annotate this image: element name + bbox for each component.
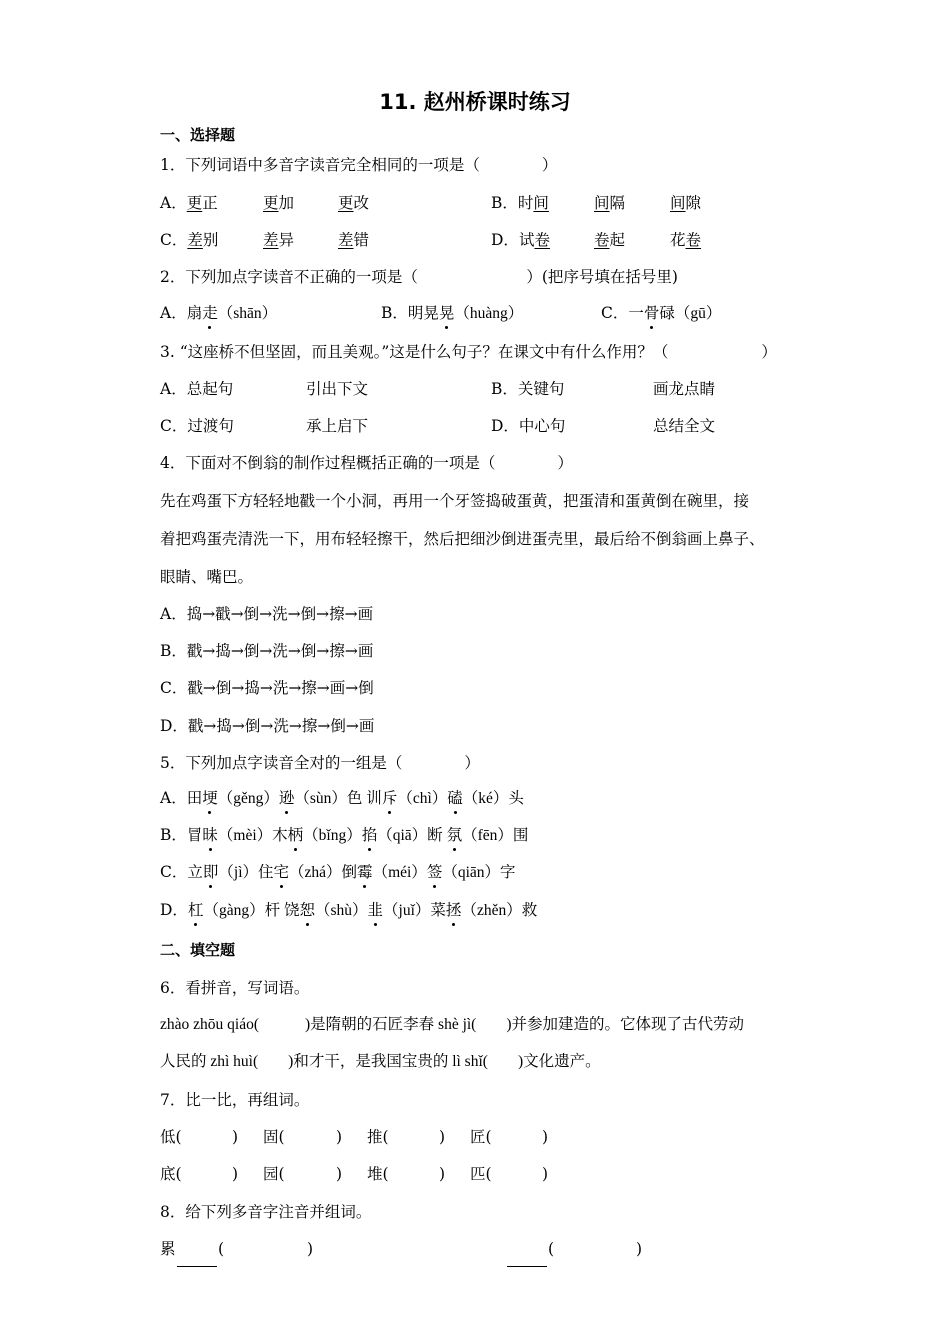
q1-option-d-word3: 花卷 (670, 231, 702, 249)
dotted-character: 逊 (278, 789, 295, 807)
dotted-character: 杠 (187, 901, 204, 919)
q7-r1-c3: 推( (367, 1128, 389, 1146)
q7-r1-c2-close: ) (336, 1128, 343, 1146)
q1-option-d: D．试卷 (491, 231, 550, 249)
dotted-character: 氛 (446, 826, 463, 844)
q6-stem: 6．看拼音，写词语。 (160, 979, 310, 997)
q7-r1-c1-close: ) (232, 1128, 239, 1146)
q3-option-b-role: 画龙点睛 (653, 380, 716, 398)
q3-option-b: B．关键句 (491, 380, 565, 398)
q7-r2-c2-close: ) (336, 1165, 343, 1183)
option-text: （mèi）木 (217, 827, 288, 844)
option-text: （chì） (397, 790, 448, 807)
option-text: （qiān）字 (442, 864, 516, 881)
q1-option-c: C．差别 (160, 231, 219, 249)
q3-option-c-role: 承上启下 (306, 417, 369, 435)
q1-option-b: B．时间 (491, 194, 549, 212)
q2-option-b: B．明晃晃（huàng） (381, 304, 524, 322)
q7-r2-c1: 底( (160, 1165, 182, 1183)
option-text: C．立 (160, 863, 203, 881)
q8-pinyin-blank-2[interactable] (507, 1252, 547, 1267)
q7-r2-c3: 堆( (367, 1165, 389, 1183)
q6-line2: 人民的 zhì huì( )和才干，是我国宝贵的 lì shǐ( )文化遗产。 (160, 1053, 601, 1070)
q2-option-c: C．一骨碌（gū） (601, 304, 722, 322)
dotted-character: 掐 (361, 826, 378, 844)
q1-option-a-word2: 更加 (263, 194, 295, 212)
q1-option-b-word3: 间隙 (670, 194, 702, 212)
q3-stem: 3. “这座桥不但坚固，而且美观。”这是什么句子？在课文中有什么作用？（ ） (160, 343, 777, 361)
q4-option-a: A．捣→戳→倒→洗→倒→擦→画 (160, 605, 374, 623)
dotted-character: 恕 (299, 901, 315, 919)
q7-r1-c2: 固( (263, 1128, 285, 1146)
option-text: （qiā）断 (377, 827, 447, 844)
q4-passage-line2: 着把鸡蛋壳清洗一下，用布轻轻擦干，然后把细沙倒进蛋壳里，最后给不倒翁画上鼻子、 (160, 530, 765, 548)
q8-close-2: ) (636, 1240, 643, 1258)
q4-passage-line1: 先在鸡蛋下方轻轻地戳一个小洞，再用一个牙签捣破蛋黄，把蛋清和蛋黄倒在碗里，接 (160, 492, 750, 510)
q5-option-d (160, 899, 537, 922)
option-text: （fēn）围 (462, 827, 529, 844)
q8-pinyin-blank-1[interactable] (177, 1252, 217, 1267)
q8-close-1: ) (307, 1240, 314, 1258)
q2-stem: 2．下列加点字读音不正确的一项是（ ）(把序号填在括号里) (160, 268, 678, 286)
q5-option-b (160, 824, 528, 847)
q7-stem: 7．比一比，再组词。 (160, 1091, 310, 1109)
dotted-character: 霉 (357, 863, 373, 881)
q3-option-d: D．中心句 (491, 417, 566, 435)
q7-r1-c3-close: ) (439, 1128, 446, 1146)
dotted-character: 宅 (273, 863, 290, 881)
q1-option-d-word2: 卷起 (594, 231, 626, 249)
q8-stem: 8．给下列多音字注音并组词。 (160, 1203, 372, 1221)
q8-char: 累 (160, 1240, 176, 1258)
option-text: （jì）住 (218, 864, 274, 881)
dotted-character: 即 (202, 863, 219, 881)
q1-option-a-word3: 更改 (338, 194, 370, 212)
dotted-character: 柄 (287, 826, 304, 844)
option-text: （juǐ）菜 (383, 902, 446, 919)
q7-r1-c4: 匠( (470, 1128, 492, 1146)
q3-option-a: A．总起句 (160, 380, 234, 398)
q7-r2-c4-close: ) (542, 1165, 549, 1183)
q3-option-a-role: 引出下文 (306, 380, 369, 398)
q1-option-b-word2: 间隔 (594, 194, 626, 212)
q4-option-c: C．戳→倒→捣→洗→擦→画→倒 (160, 679, 374, 697)
q7-r2-c2: 园( (263, 1165, 285, 1183)
option-text: （zhá）倒 (289, 864, 358, 881)
q4-option-d: D．戳→捣→倒→洗→擦→倒→画 (160, 717, 375, 735)
q6-line1: zhào zhōu qiáo( )是隋朝的石匠李春 shè jì( )并参加建造的。它体现了古代劳动 (160, 1016, 745, 1033)
q4-passage-line3: 眼睛、嘴巴。 (160, 568, 254, 586)
option-text: （sùn）色 训 (294, 790, 382, 807)
q1-option-c-word3: 差错 (338, 231, 370, 249)
dotted-character: 磕 (447, 789, 463, 807)
option-text: （gàng）杆 饶 (203, 902, 300, 919)
q7-r1-c1: 低( (160, 1128, 182, 1146)
q7-r2-c4: 匹( (470, 1165, 492, 1183)
option-text: （shù） (314, 902, 368, 919)
option-text: （bǐng） (303, 827, 362, 844)
q5-option-a (160, 787, 524, 810)
section-fill-heading: 二、填空题 (160, 941, 236, 959)
q4-option-b: B．戳→捣→倒→洗→倒→擦→画 (160, 642, 374, 660)
q7-r1-c4-close: ) (542, 1128, 549, 1146)
q5-stem: 5．下列加点字读音全对的一组是（ ） (160, 754, 480, 772)
option-text: （méi） (372, 864, 427, 881)
q8-open-1: ( (218, 1240, 225, 1258)
q1-option-c-word2: 差异 (263, 231, 295, 249)
dotted-character: 昧 (202, 826, 218, 844)
option-text: B．冒 (160, 826, 203, 844)
q8-open-2: ( (548, 1240, 555, 1258)
q1-stem: 1．下列词语中多音字读音完全相同的一项是（ ） (160, 156, 558, 174)
dotted-character: 签 (426, 863, 443, 881)
dotted-character: 韭 (367, 901, 384, 919)
option-text: （ké）头 (462, 790, 524, 807)
option-text: A．田 (160, 789, 203, 807)
q1-option-a: A．更正 (160, 194, 218, 212)
q7-r2-c3-close: ) (439, 1165, 446, 1183)
q2-option-a: A．扇走（shān） (160, 304, 278, 322)
q5-option-c (160, 861, 516, 884)
option-text: （gěng） (217, 790, 279, 807)
page-title: 11. 赵州桥课时练习 (379, 90, 571, 114)
q3-option-d-role: 总结全文 (653, 417, 716, 435)
q3-option-c: C．过渡句 (160, 417, 234, 435)
dotted-character: 斥 (381, 789, 398, 807)
option-text: D． (160, 901, 188, 919)
q7-r2-c1-close: ) (232, 1165, 239, 1183)
option-text: （zhěn）救 (461, 902, 538, 919)
dotted-character: 拯 (445, 901, 462, 919)
q4-stem: 4．下面对不倒翁的制作过程概括正确的一项是（ ） (160, 454, 573, 472)
dotted-character: 埂 (202, 789, 218, 807)
section-choice-heading: 一、选择题 (160, 126, 236, 144)
